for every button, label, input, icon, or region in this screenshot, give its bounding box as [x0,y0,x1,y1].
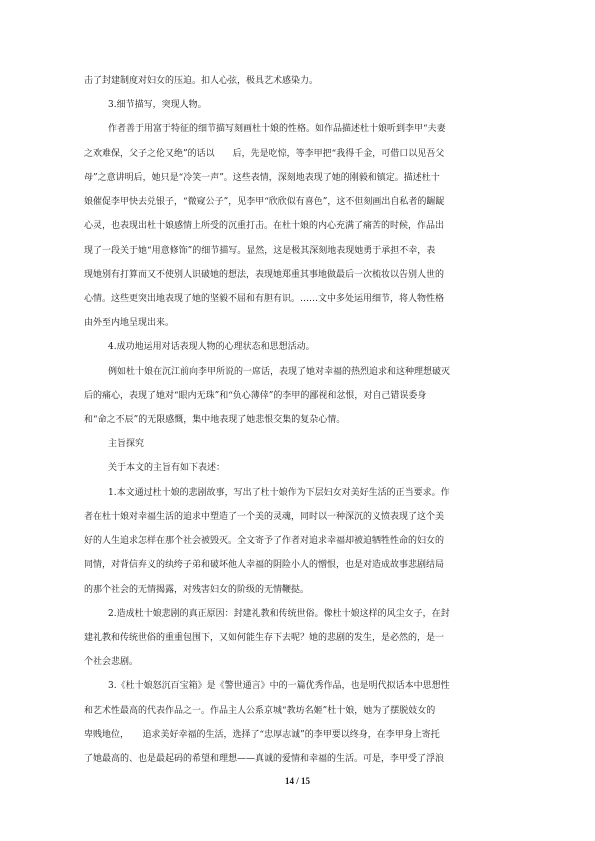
text-line: 关于本文的主旨有如下表述： [108,463,226,473]
text-line: 建礼教和传统世俗的重重包围下，又如何能生存下去呢？她的悲剧的发生，是必然的，是一 [84,633,445,643]
text-line: 同情，对背信弃义的纨绔子弟和破坏他人幸福的阴险小人的憎恨，也是对造成故事悲剧结局 [84,560,445,570]
text-line: 者在杜十娘对幸福生活的追求中塑造了一个美的灵魂，同时以一种深沉的义愤表现了这个美 [84,512,445,522]
text-line: 由外至内地呈现出来。 [84,318,175,328]
text-line: 母”之意讲明后，她只是“冷笑一声”。这些表情，深刻地表现了她的刚毅和镇定。描述杜十 [84,173,440,183]
text-line: 4.成功地运用对话表现人物的心理状态和思想活动。 [108,342,315,352]
text-line: 心灵，也表现出杜十娘感情上所受的沉重打击。在杜十娘的内心充满了痛苦的时候，作品出 [84,221,445,231]
text-line: 1.本文通过杜十娘的悲剧故事，写出了杜十娘作为下层妇女对美好生活的正当要求。作 [108,488,450,498]
text-line: 好的人生追求怎样在那个社会被毁灭。全文寄予了作者对追求幸福却被迫牺牲性命的妇女的 [84,536,445,546]
text-line: 击了封建制度对妇女的压迫。扣人心弦，极具艺术感染力。 [84,76,319,86]
text-line: 的那个社会的无情揭露，对残害妇女的阶级的无情鞭挞。 [84,585,310,595]
text-line: 个社会悲剧。 [84,657,139,667]
text-line: 心情。这些更突出地表现了她的坚毅不屈和有胆有识。……文中多处运用细节，将人物性格 [84,294,445,304]
text-line: 后的痛心，表现了她对“眼内无珠”和“负心薄倖”的李甲的鄙视和忿恨，对自己错误委身 [84,391,427,401]
page-number: 14 / 15 [284,776,310,786]
text-line: 之欢难保，父子之伦又绝”的话以 后，先是吃惊，等李甲把“我得千金，可借口以见吾父 [84,149,445,159]
text-line: 2.造成杜十娘悲剧的真正原因：封建礼教和传统世俗。像杜十娘这样的风尘女子，在封 [108,609,450,619]
text-line: 作者善于用富于特征的细节描写刻画杜十娘的性格。如作品描述杜十娘听到李甲“夫妻 [108,124,446,134]
text-line: 现她别有打算而又不使别人识破她的想法，表现她郑重其事地做最后一次梳妆以告别人世的 [84,270,445,280]
text-line: 例如杜十娘在沉江前向李甲所说的一席话，表现了她对幸福的热烈追求和这种理想破灭 [108,367,451,377]
text-line: 3.细节描写，突现人物。 [108,100,207,110]
text-line: 和“命之不辰”的无限感慨，集中地表现了她悲恨交集的复杂心情。 [84,415,346,425]
section-heading: 主旨探究 [108,439,145,449]
text-line: 现了一段关于她“用意修饰”的细节描写。显然，这是极其深刻地表现她勇于承担不幸，表 [84,246,436,256]
text-line: 和艺术性最高的代表作品之一。作品主人公系京城“教坊名姬”杜十娘，她为了摆脱妓女的 [84,706,436,716]
text-line: 卑贱地位， 追求美好幸福的生活，选择了“忠厚志诚”的李甲要以终身，在李甲身上寄托 [84,730,440,740]
text-line: 3.《杜十娘怒沉百宝箱》是《警世通言》中的一篇优秀作品，也是明代拟话本中思想性 [108,681,450,691]
text-line: 了她最高的、也是最起码的希望和理想——真诚的爱情和幸福的生活。可是，李甲受了浮浪 [84,754,445,764]
text-line: 娘催促李甲快去兑银子，“微窥公子”，见李甲“欣欣似有喜色”，这不但刻画出自私者的龌龊 [84,197,445,207]
